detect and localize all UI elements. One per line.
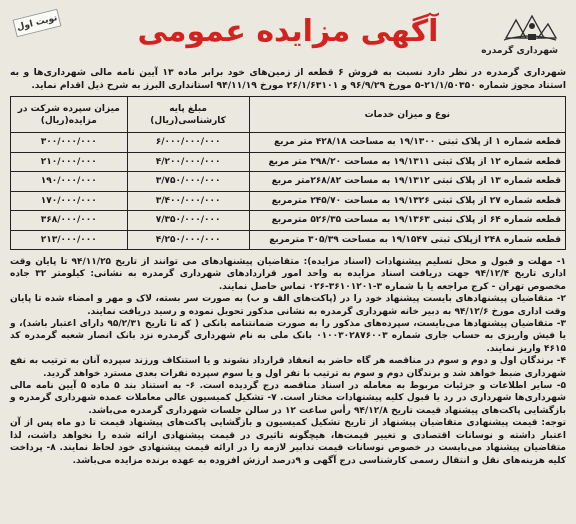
- column-header-description: نوع و میزان خدمات: [249, 97, 565, 133]
- row-description: قطعه شماره ۲۷ از پلاک ثبتی ۱۹/۱۳۲۶ به مساحت ۲۴۵/۷۰ مترمربع: [249, 191, 565, 211]
- column-header-base-price: مبلغ پایه کارشناسی(ریال): [127, 97, 249, 133]
- table-row: [11, 133, 566, 153]
- row-description: قطعه شماره ۲۴۸ ازپلاک ثبتی ۱۹/۱۵۴۷ به مساحت ۳۰۵/۳۹ مترمربع: [249, 230, 565, 250]
- table-header-row: [11, 97, 566, 133]
- row-deposit: ۳۶۸/۰۰۰/۰۰۰: [11, 211, 128, 231]
- row-description: قطعه شماره ۱۲ از پلاک ثبتی ۱۹/۱۳۱۱ به مساحت ۲۹۸/۲۰ متر مربع: [249, 152, 565, 172]
- terms-paragraph: توجه: قیمت پیشنهادی متقاضیان پیشنهاد از تاریخ تشکیل کمیسیون و بازگشایی پاکت‌های پیشنهاد قیمت تا دو ماه پس از آن اعتبار داشته و نوسانات اقتصادی و تغییر قیمت‌ها، هیچگونه تاثیری در قیمت پیشنهادی ارائه شده را نخواهد داشت، لذا متقاضیان پیشنهاد می‌بایست در خصوص نوسانات قیمت تدابیر لازمه را در ارائه قیمت پیشنهادی خود لحاظ نمایند. ۸- پرداخت کلیه هزینه‌های نقل و انتقال رسمی کارشناسی درج آگهی و ۹درصد ارزش افزوده به عهده برنده مزایده می‌باشد.: [10, 418, 566, 466]
- first-publication-stamp: نوبت اول: [13, 9, 62, 38]
- terms-paragraph: ۱- مهلت و قبول و محل تسلیم پیشنهادات (اسناد مزایده): متقاضیان پیشنهادهای می توانند از تاریخ ۹۴/۱۱/۲۵ تا پایان وقت اداری تاریخ ۹۴/۱۲/۴ جهت دریافت اسناد مزایده به واحد امور قراردادهای شهرداری گرمدره به نشانی: کیلومتر ۳۲ جاده مخصوص تهران - کرج مراجعه یا با شماره ۳-۳۶۱۰۱۲۰۱-۰۲۶ تماس حاصل نمایند.: [10, 257, 566, 292]
- notice-intro: شهرداری گرمدره در نظر دارد نسبت به فروش ۶ قطعه از زمین‌های خود برابر ماده ۱۳ آیین نامه مالی شهرداری‌ها و به استناد مجوز شماره ۲۱/۱/۵۰۳۵۰-۵ مورخ ۹۶/۹/۲۹ و ۲۶/۱/۶۳۱۰۱ مورخ ۹۴/۱۱/۱۹ استانداری البرز به شرح ذیل اقدام نماید.: [10, 67, 566, 91]
- municipality-emblem-icon: [498, 8, 560, 46]
- table-row: [11, 230, 566, 250]
- table-row: [11, 152, 566, 172]
- row-description: قطعه شماره ۶۴ از پلاک ثبتی ۱۹/۱۳۶۳ به مساحت ۵۲۶/۳۵ مترمربع: [249, 211, 565, 231]
- terms-paragraph: ۲- متقاضیان پیشنهادهای بایست پیشنهاد خود را در (پاکت‌های الف و ب) به صورت سر بسته، لاک و مهر و امضاء شده تا پایان وقت اداری مورخ ۹۴/۱۲/۶ به دبیر خانه شهرداری گرمدره به نشانی مذکور تحویل نموده و رسید دریافت نمایند.: [10, 294, 566, 317]
- row-base-price: ۴/۲۵۰/۰۰۰/۰۰۰: [127, 230, 249, 250]
- row-deposit: ۳۰۰/۰۰۰/۰۰۰: [11, 133, 128, 153]
- table-row: [11, 191, 566, 211]
- auction-items-table: [10, 96, 566, 250]
- row-base-price: ۷/۳۵۰/۰۰۰/۰۰۰: [127, 211, 249, 231]
- row-base-price: ۳/۴۰۰/۰۰۰/۰۰۰: [127, 191, 249, 211]
- notice-title: آگهی مزایده عمومی: [137, 14, 439, 49]
- row-deposit: ۲۱۳/۰۰۰/۰۰۰: [11, 230, 128, 250]
- notice-header: [10, 6, 566, 64]
- auction-terms: [10, 256, 566, 467]
- row-deposit: ۱۷۰/۰۰۰/۰۰۰: [11, 191, 128, 211]
- table-row: [11, 211, 566, 231]
- column-header-deposit: میزان سپرده شرکت در مزایده(ریال): [11, 97, 128, 133]
- organization-name: شهرداری گرمدره: [481, 46, 558, 56]
- row-base-price: ۳/۷۵۰/۰۰۰/۰۰۰: [127, 172, 249, 192]
- terms-paragraph: ۵- سایر اطلاعات و جزئیات مربوط به معامله در اسناد مناقصه درج گردیده است. ۶- به استناد بند ۵ ماده ۵ آیین نامه مالی شهرداری‌ها شهرداری در رد یا قبول کلیه پیشنهادات مختار است. ۷- تشکیل کمیسیون عالی معاملات عمده شهرداری گرمدره و بازگشایی پاکت‌های پیشنهاد قیمت تاریخ ۹۴/۱۲/۸ رأس ساعت ۱۲ در سالن جلسات شهرداری گرمدره می‌باشد.: [10, 381, 567, 416]
- terms-paragraph: ۳- متقاضیان پیشنهادها می‌بایست، سپرده‌های مذکور را به صورت ضمانتنامه بانکی ( که تا تاریخ ۹۵/۲/۳۱ دارای اعتبار باشد)، و یا فیش واریزی به حساب جاری شماره ۰۱۰۰۳۰۲۸۷۶۰۰۳ بانک ملی به نام شهرداری گرمدره نزد بانک انصار شعبه گرمدره کد ۴۶۱۵ واریز نمایند.: [10, 319, 566, 354]
- row-base-price: ۶/۰۰۰/۰۰۰/۰۰۰: [127, 133, 249, 153]
- row-deposit: ۱۹۰/۰۰۰/۰۰۰: [11, 172, 128, 192]
- row-description: قطعه شماره ۱۳ از پلاک ثبتی ۱۹/۱۳۱۲ به مساحت ۲۶۸/۸۲متر مربع: [249, 172, 565, 192]
- terms-paragraph: ۴- برندگان اول و دوم و سوم در مناقصه هر گاه حاضر به انعقاد قرارداد نشوند و یا استنکاف ورزند سپرده آنان به ترتیب به نفع شهرداری ضبط خواهد شد و برندگان دوم و سوم به ترتیب با نفر اول و یا سوم سپرده نفرات بعدی مسترد خواهد گردید.: [10, 356, 566, 379]
- row-deposit: ۲۱۰/۰۰۰/۰۰۰: [11, 152, 128, 172]
- table-row: [11, 172, 566, 192]
- row-description: قطعه شماره ۱ از پلاک ثبتی ۱۹/۱۳۰۰ به مساحت ۴۲۸/۱۸ متر مربع: [249, 133, 565, 153]
- row-base-price: ۴/۲۰۰/۰۰۰/۰۰۰: [127, 152, 249, 172]
